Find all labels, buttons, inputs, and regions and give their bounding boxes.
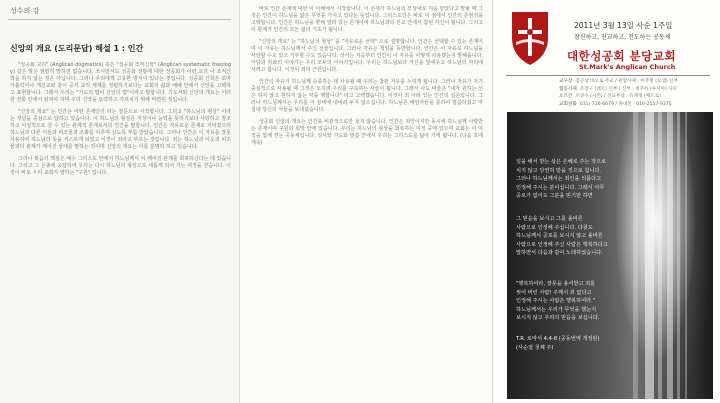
church-motto: 참신하고, 친교하고, 전도하는 공동체	[574, 34, 671, 41]
reference-line: T.R. 로마서 4:4-8 (공동번역 개정판)	[516, 336, 600, 342]
staff-row	[559, 86, 717, 94]
staff-row	[559, 93, 717, 101]
verse-line: 보시지 않고 우리의 믿음을 보십니다.	[516, 315, 600, 321]
verse-line: 그 믿음을 보시고 그를 올바른	[516, 216, 583, 222]
scripture-verse-block	[516, 280, 666, 323]
middle-article-body	[251, 6, 483, 398]
verse-line: 하느님께서는 우리가 무엇을 했는지	[516, 306, 597, 313]
paragraph: 성공회 신앙의 개요는 인간을 비관적으로만 보지 않습니다. 인간은 죄인이지만 동시에 하느님께 사랑받는 존재이며 구원의 희망 안에 있습니다. 우리는 하느님의 형상을 회복하는 여정 중에 있으며 교회는 이 여정을 함께 걷는 공동체입니다. 성사와 기도와 말씀 안에서 우리는 그리스도를 닮아 가게 됩니다. (다음 호에 계속)	[251, 119, 483, 146]
verse-line: 그러나 하느님께서는 죄인을 의롭다고	[516, 176, 602, 182]
staff-value: 김근상 바오로 주교 / 관할사제 : 이주형 (요셉) 신부	[575, 79, 679, 84]
paragraph: 바로 인간 존재에 대한 이 이해에서 시작합니다. 이 존재가 하느님의 모상대로 지음 받았다고 말할 때 그것은 인간이 하느님을 닮은 무엇을 가지고 있다는 뜻입니다. 그리스도인은 바로 이 점에서 인간의 존엄성을 고백합니다. 인간은 하느님을 향해 열려 있는 존재이며 하느님과의 친교 안에서 참된 자신이 됩니다. 그리고 이 관계가 인간의 모든 삶의 기초가 됩니다.	[251, 6, 483, 33]
staff-listing	[559, 78, 717, 108]
column-tag: 성수의 강	[10, 7, 40, 15]
left-article-body	[10, 62, 231, 398]
cover-light-photo	[507, 112, 713, 399]
paragraph: "신앙의 개요" 는 인간은 어떤 존재인가 라는 질문으로 시작합니다. 그리고 "하느님의 형상" 이라는 개념을 중심으로 답하고 있습니다. 이 하느님의 형상은 지성이나 능력을 뜻하기보다 사랑하고 창조하고 이성적으로 살 수 있는 관계적 존재로서의 인간을 말합니다. 인간은 자유로운 존재로 지어졌으며 하느님과 다른 이들과 피조물과 조화를 이루며 살도록 부름 받았습니다. 그러나 인간은 이 자유를 잘못 사용하여 하느님의 뜻을 거스르게 되었고 이것이 죄라고 부르는 것입니다. 죄는 하느님과 이웃과 피조물과의 관계가 깨어진 상태를 말하는 것이며 신앙의 개요는 이를 분명히 하고 있습니다.	[10, 109, 231, 150]
verse-line: 하느님께서 공로를 보시지 않고 올바른	[516, 233, 603, 239]
staff-label: 오르간	[559, 94, 573, 100]
column-divider	[8, 19, 231, 20]
staff-row	[559, 101, 717, 109]
staff-row	[559, 78, 717, 86]
header-divider	[506, 75, 710, 76]
middle-page	[241, 0, 493, 403]
staff-value: 조장구 (레오) 신부 / 신부 : 정주하 (루시아) 사모	[579, 86, 678, 92]
church-shield-logo-icon	[508, 8, 552, 68]
staff-label: 교회전화	[559, 101, 577, 107]
verse-line: "행복하여라, 잘못을 용서받고 죄를	[516, 281, 596, 287]
church-name-korean: 대한성공회 분당교회	[567, 49, 676, 63]
verse-line: 일을 해서 받는 삯은 은혜로 주는 것으로	[516, 159, 607, 165]
verse-line: 사람으로 인정해 주십니다. 다윗도	[516, 224, 593, 231]
verse-line: 인정해 주시는 사람은 행복하여라."	[516, 298, 596, 304]
scripture-verse-block	[516, 215, 666, 258]
paragraph: 그러나 복음의 핵심은 예수 그리스도 안에서 하느님께서 이 깨어진 관계를 회복하신다는 데 있습니다. 그리고 그 은총에 응답하여 우리는 다시 하느님의 형상으로 새롭게 되어 가는 여정을 걷습니다. 이것이 바로 우리 교회가 말하는 "구원" 입니다.	[10, 156, 231, 176]
paragraph: "신앙의 개요" 는 "하느님의 형상" 을 "자유로운 선택" 으로 설명합니다. 인간은 선택할 수 있는 존재이며 이 자유는 하느님께서 주신 선물입니다. 그러나 자유는 책임을 동반합니다. 인간은 이 자유로 하느님을 사랑할 수도 있고 거부할 수도 있습니다. 성서는 처음부터 인간이 이 자유를 어떻게 사용했는지 말해줍니다. 아담과 하와의 이야기는 우리 모두의 이야기입니다. 우리는 하느님보다 자신을 앞세우고 하느님의 자리에 서려고 합니다. 이것이 죄의 근원입니다.	[251, 39, 483, 73]
paragraph: "성공회 교리" (Anglican dogmatics) 혹은 "성공회 조직신학" (Anglican systematic theology) 같은 말은 엄밀히 말하면 없습니다. 쓰시면서도 성공회 전통에 대한 성공회가 이런 교리 나 조직신학을 하지 않는 것은 아닙니다. 그러나 우리에게 고유한 방식이 있다는 것입니다. 성공회 신학은 로마가톨릭이나 개신교와 같이 공식 교리 체계를 정립하기보다는 교회의 삶과 예배 안에서 신앙을 고백하고 표현합니다. 그래서 우리는 "기도의 법이 신앙의 법"이라고 말합니다. 기도서와 신앙의 개요는 이러한 전통 안에서 읽혀야 하며 우리 신앙을 요약하고 가르치기 위해 마련된 것입니다.	[10, 62, 231, 103]
paragraph: 인간의 자유가 하느님께 순종하는 데 사용될 때 우리는 참된 자유를 누리게 됩니다. 그러나 자유가 자기중심적으로 사용될 때 그것은 오히려 우리를 구속하는 사슬이 됩니다. 그래서 사도 바울은 "내가 원하는 선은 하지 않고 원하지 않는 악을 행합니다" 라고 고백했습니다. 이것이 죄 아래 있는 인간의 실존입니다. 그러나 하느님께서는 우리를 이 상태에 내버려 두지 않으십니다. 하느님은 예언자들을 통하여 말씀하셨고 마침내 당신의 아들을 보내셨습니다.	[251, 79, 483, 113]
scripture-verse-block	[516, 158, 666, 201]
light-ray	[667, 112, 673, 399]
article-title: 신앙의 개요 (도리문답) 해설 1 : 인간	[10, 44, 144, 53]
verse-line: 인정해 주시는 분이십니다. 그래서 아무	[516, 184, 605, 191]
scripture-reference	[516, 335, 600, 352]
staff-value: 031) 716-6679 / 휴대폰 : 010-2557-9375	[579, 101, 672, 107]
staff-label: 협동사제	[559, 86, 577, 92]
verse-line: 치지 않고 당연히 받을 것으로 칩니다.	[516, 167, 602, 174]
left-page	[0, 0, 240, 403]
church-name-english: St.Mark's Anglican Church	[579, 63, 676, 71]
verse-line: 공로가 없어도 그분을 믿기만 하면	[516, 193, 593, 199]
light-ray	[685, 112, 687, 399]
reference-line: (사순절 첫째 주)	[516, 344, 554, 351]
verse-line: 씻어 버린 사람! 주께서 죄 없다고	[516, 289, 592, 296]
verse-line: 말하면서 다음과 같이 노래하였습니다.	[516, 250, 603, 256]
light-ray	[677, 112, 680, 399]
bulletin-date: 2011년 3월 13일 사순 1주일	[574, 21, 673, 30]
verse-line: 사람으로 인정해 주신 사람은 행복하다고	[516, 241, 608, 248]
staff-label: 교구장	[559, 79, 573, 84]
staff-value: 조상수 (시몬) / 선교부장 : 유재정 (베드로)	[575, 94, 661, 100]
